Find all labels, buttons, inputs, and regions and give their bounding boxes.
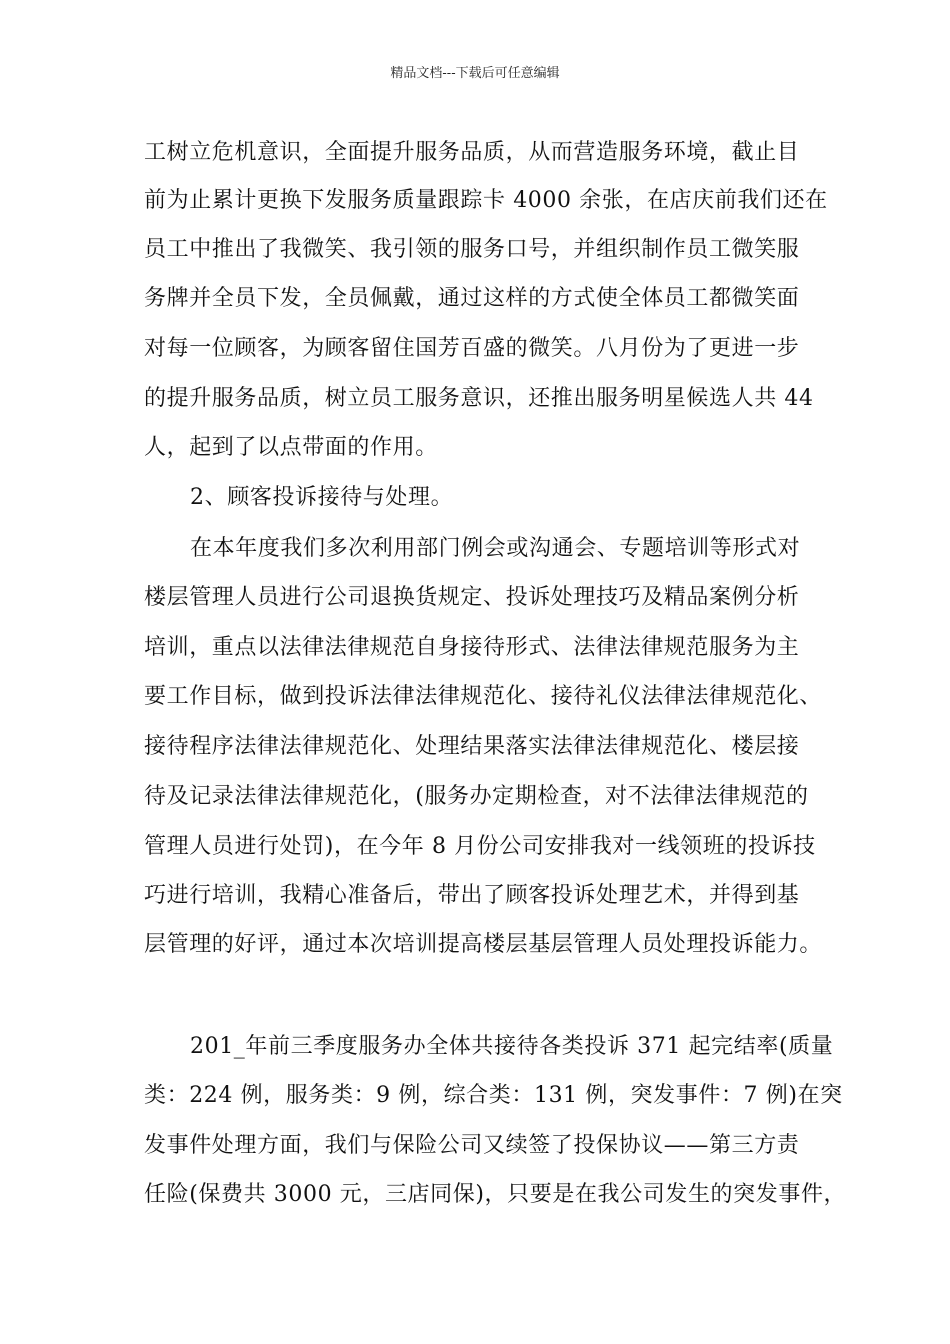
paragraph-line: 务牌并全员下发，全员佩戴，通过这样的方式使全体员工都微笑面 [144, 286, 800, 311]
section-heading: 2、顾客投诉接待与处理。 [190, 485, 454, 510]
paragraph-line: 楼层管理人员进行公司退换货规定、投诉处理技巧及精品案例分析 [144, 585, 800, 610]
paragraph-line: 人，起到了以点带面的作用。 [144, 435, 438, 460]
paragraph-line: 培训，重点以法律法律规范自身接待形式、法律法律规范服务为主 [144, 635, 800, 660]
paragraph-line: 管理人员进行处罚)，在今年 8 月份公司安排我对一线领班的投诉技 [144, 834, 816, 859]
paragraph-line: 工树立危机意识，全面提升服务品质，从而营造服务环境，截止目 [144, 140, 800, 165]
paragraph-line: 前为止累计更换下发服务质量跟踪卡 4000 余张，在店庆前我们还在 [144, 188, 828, 213]
paragraph-line: 员工中推出了我微笑、我引领的服务口号，并组织制作员工微笑服 [144, 237, 800, 262]
paragraph-line: 类：224 例，服务类：9 例，综合类：131 例，突发事件：7 例)在突 [144, 1083, 843, 1108]
paragraph-line: 任险(保费共 3000 元，三店同保)，只要是在我公司发生的突发事件， [144, 1182, 847, 1207]
paragraph-line: 巧进行培训，我精心准备后，带出了顾客投诉处理艺术，并得到基 [144, 883, 800, 908]
paragraph-line: 201_年前三季度服务办全体共接待各类投诉 371 起完结率(质量 [190, 1034, 834, 1059]
page-header: 精品文档---下载后可任意编辑 [390, 66, 560, 81]
paragraph-line: 对每一位顾客，为顾客留住国芳百盛的微笑。八月份为了更进一步 [144, 336, 800, 361]
paragraph-line: 在本年度我们多次利用部门例会或沟通会、专题培训等形式对 [190, 536, 801, 561]
paragraph-line: 层管理的好评，通过本次培训提高楼层基层管理人员处理投诉能力。 [144, 932, 823, 957]
paragraph-line: 发事件处理方面，我们与保险公司又续签了投保协议——第三方责 [144, 1133, 800, 1158]
paragraph-line: 要工作目标，做到投诉法律法律规范化、接待礼仪法律法律规范化、 [144, 684, 823, 709]
paragraph-line: 接待程序法律法律规范化、处理结果落实法律法律规范化、楼层接 [144, 734, 800, 759]
paragraph-line: 待及记录法律法律规范化，(服务办定期检查，对不法律法律规范的 [144, 784, 809, 809]
paragraph-line: 的提升服务品质，树立员工服务意识，还推出服务明星候选人共 44 [144, 386, 814, 411]
